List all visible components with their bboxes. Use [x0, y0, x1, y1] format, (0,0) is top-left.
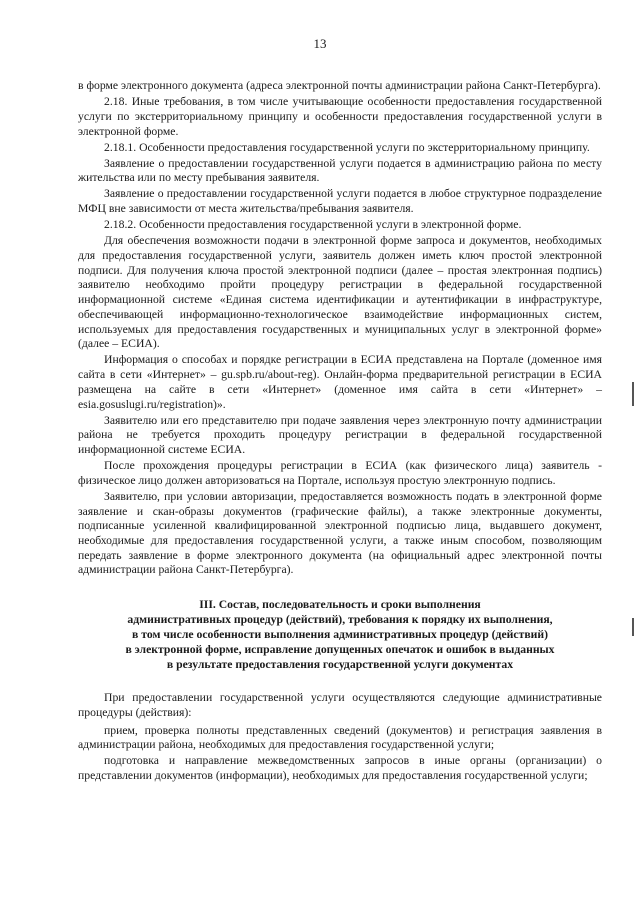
section-heading-line: в том числе особенности выполнения административных процедур (действий) [132, 628, 548, 642]
paragraph: 2.18.2. Особенности предоставления государственной услуги в электронной форме. [104, 218, 522, 232]
paragraph: Заявителю или его представителю при подаче заявления через электронную почту администрации района не требуется проходить процедуру регистрации в федеральной государственной информационной системе ЕСИА. [78, 413, 602, 456]
paragraph: При предоставлении государственной услуги осуществляются следующие административные процедуры (действия): [78, 691, 602, 719]
section-heading-line: в электронной форме, исправление допущенных опечаток и ошибок в выданных [125, 643, 555, 657]
paragraph: Заявление о предоставлении государственной услуги подается в любое структурное подразделение МФЦ вне зависимости от места жительства/пребывания заявителя. [78, 187, 602, 216]
paragraph: 2.18. Иные требования, в том числе учитывающие особенности предоставления государственной услуги по экстерриториальному принципу и особенности предоставления государственной услуги в электронной форме. [78, 95, 602, 138]
section-heading-line: в результате предоставления государственной услуги документах [166, 658, 514, 672]
paragraph: Для обеспечения возможности подачи в электронной форме запроса и документов, необходимых для предоставления государственной услуги, заявитель должен иметь ключ простой электронной подписи. Для получения ключа простой электронной подписи (далее – простая электронная подпись) заявителю необходимо пройти процедуру регистрации в федеральной государственной информационной системе «Единая система идентификации и аутентификации в инфраструктуре, обеспечивающей информационно-технологическое взаимодействие информационных систем, используемых для предоставления государственных и муниципальных услуг в электронной форме» (далее – ЕСИА). [78, 234, 602, 351]
section-heading-line: III. Состав, последовательность и сроки выполнения [199, 598, 481, 612]
paragraph: Информация о способах и порядке регистрации в ЕСИА представлена на Портале (доменное имя сайта в сети «Интернет» – gu.spb.ru/about-reg). Онлайн-форма предварительной регистрации в ЕСИА размещена на сайте в сети «Интернет» (доменное имя сайта в сети «Интернет» – esia.gosuslugi.ru/registration)». [78, 353, 602, 411]
page-number: 13 [313, 36, 327, 51]
paragraph: 2.18.1. Особенности предоставления государственной услуги по экстерриториальному принципу. [104, 140, 590, 154]
document-body [78, 79, 602, 785]
paragraph: в форме электронного документа (адреса электронной почты администрации района Санкт-Петербурга). [78, 79, 601, 92]
section-heading [78, 597, 602, 672]
paragraph: Заявление о предоставлении государственной услуги подается в администрацию района по месту жительства или по месту пребывания заявителя. [78, 156, 602, 185]
scan-edge-mark [632, 618, 634, 636]
paragraph: подготовка и направление межведомственных запросов в иные органы (организации) о представлении документов (информации), необходимых для предоставления государственной услуги; [78, 754, 602, 783]
scan-edge-mark [632, 382, 634, 406]
paragraph: Заявителю, при условии авторизации, предоставляется возможность подать в электронной форме заявление и скан-образы документов (графические файлы), а также электронные документы, подписанные усиленной квалифицированной электронной подписью лица, выдавшего документ, необходимые для предоставления государственной услуги, а также иным способом, позволяющим передать заявление в форме электронного документа (на официальный адрес электронной почты администрации района Санкт-Петербурга). [78, 489, 602, 577]
paragraph: прием, проверка полноты представленных сведений (документов) и регистрация заявления в администрации района, необходимых для предоставления государственной услуги; [78, 723, 602, 752]
paragraph: После прохождения процедуры регистрации в ЕСИА (как физического лица) заявитель - физическое лицо должен авторизоваться на Портале, используя простую электронную подпись. [78, 459, 602, 487]
section-heading-line: административных процедур (действий), требования к порядку их выполнения, [127, 613, 553, 627]
